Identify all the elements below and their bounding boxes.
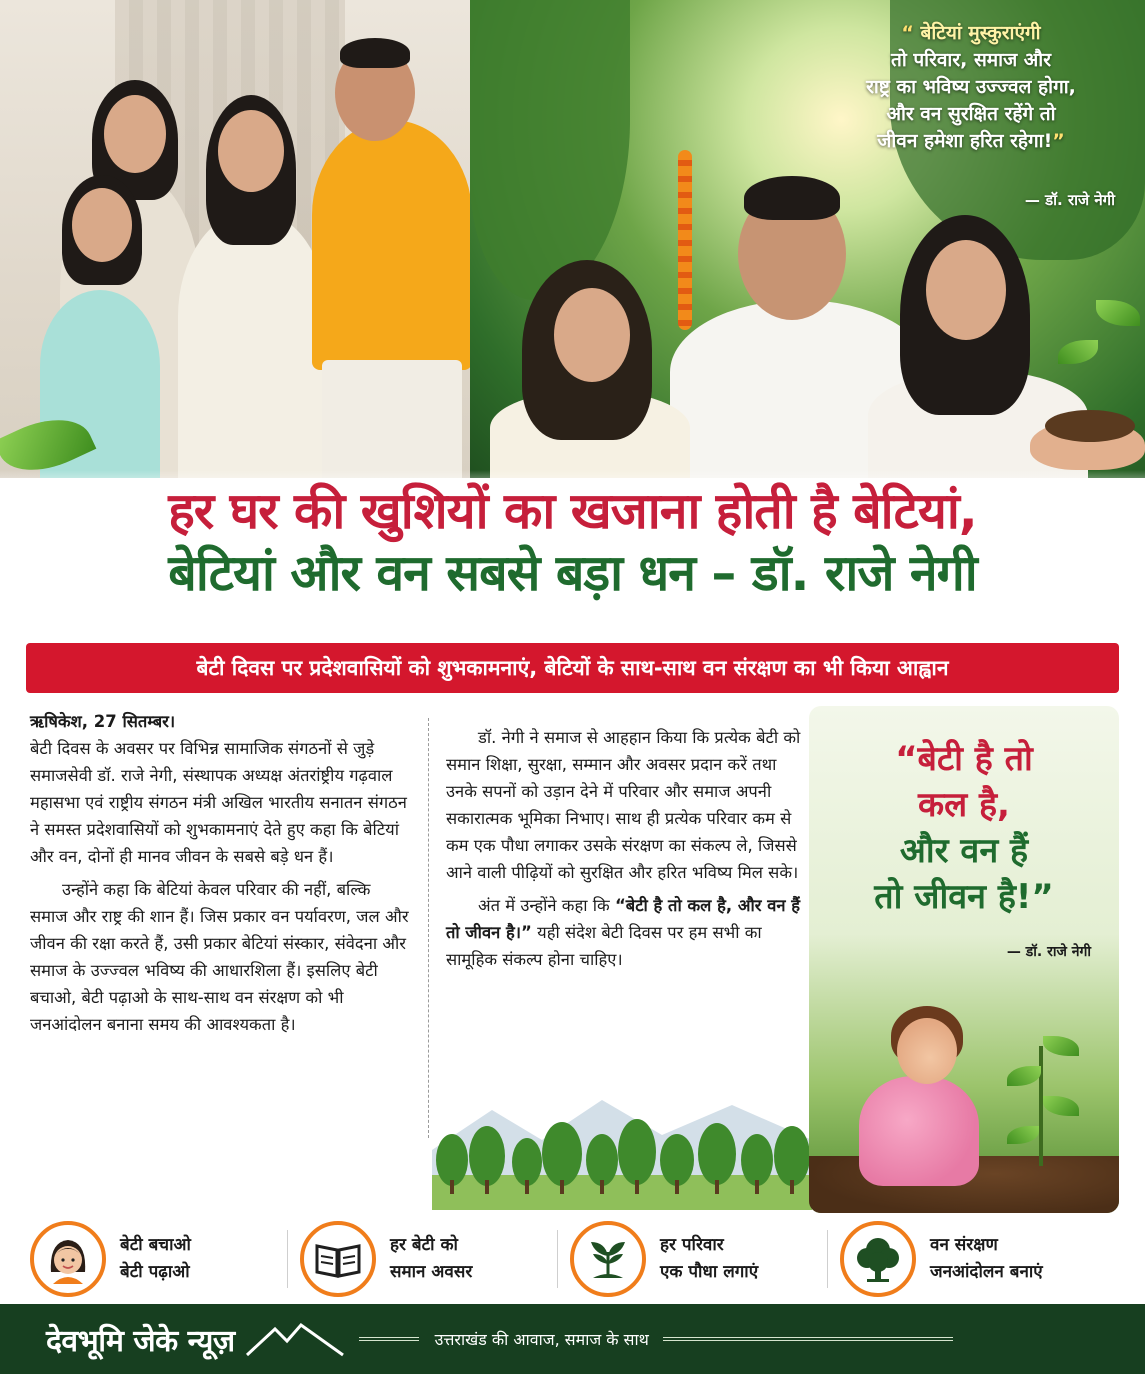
feature-divider: [557, 1230, 558, 1288]
article-paragraph-3: डॉ. नेगी ने समाज से आहहान किया कि प्रत्येक बेटी को समान शिक्षा, सुरक्षा, सम्मान और अवसर प्रदान करें तथा उनके सपनों को उड़ान देने में परिवार और समाज अपनी सकारात्मक भूमिका निभाए। साथ ही प्रत्येक परिवार कम से कम एक पौधा लगाकर उसके संरक्षण का संकल्प ले, जिससे आने वाली पीढ़ियों को सुरक्षित और हरित भविष्य मिल सके।: [446, 728, 801, 882]
card-quote-line3: और वन हैं: [899, 831, 1029, 871]
feature-line1: वन संरक्षण: [930, 1235, 998, 1255]
sapling-leaf: [1058, 340, 1098, 364]
feature-item: [570, 1216, 840, 1302]
marigold-garland: [678, 150, 692, 330]
hero-quote: “ बेटियां मुस्कुराएंगी तो परिवार, समाज और राष्ट्र का भविष्य उज्ज्वल होगा, और वन सुरक्षित रहेंगे तो जीवन हमेशा हरित रहेगा!”: [821, 20, 1121, 155]
article-column-1: [30, 708, 410, 1038]
sapling-leaf: [1007, 1126, 1039, 1144]
subheadline-banner: [26, 643, 1119, 693]
feature-line2: समान अवसर: [390, 1262, 473, 1282]
feature-divider: [287, 1230, 288, 1288]
headline: [0, 470, 1145, 604]
feature-item: [840, 1216, 1110, 1302]
article-column-2: [446, 718, 806, 973]
article-paragraph-2: उन्होंने कहा कि बेटियां केवल परिवार की नहीं, बल्कि समाज और राष्ट्र की शान हैं। जिस प्रकार वन पर्यावरण, जल और जीवन की रक्षा करते हैं, उसी प्रकार बेटियां संस्कार, संवेदना और समाज के उज्ज्वल भविष्य की आधारशिला हैं। इसलिए बेटी बचाओ, बेटी पढ़ाओ के साथ-साथ वन संरक्षण को भी जनआंदोलन बनाना समय की आवश्यकता है।: [30, 880, 409, 1034]
tree-icon: [840, 1221, 916, 1297]
para4-start: अंत में उन्होंने कहा कि: [478, 896, 615, 915]
headline-line1: हर घर की खुशियों का खजाना होती है बेटियां,: [168, 482, 977, 540]
girl-right-face: [926, 240, 1006, 340]
card-quote-line2: कल है,: [918, 785, 1010, 825]
card-quote-line4: तो जीवन है!”: [874, 877, 1054, 917]
footer-tagline: उत्तराखंड की आवाज, समाज के साथ: [434, 1330, 649, 1349]
hero-quote-author: — डॉ. राजे नेगी: [1024, 191, 1115, 209]
feature-line1: हर परिवार: [660, 1235, 724, 1255]
family-photo: [0, 0, 500, 478]
sapling-leaf: [1043, 1096, 1079, 1116]
feature-icon-row: [0, 1216, 1145, 1302]
article-paragraph-4: [446, 892, 806, 973]
dateline: ऋषिकेश, 27 सितम्बर।: [30, 712, 176, 731]
article-paragraph-1: बेटी दिवस के अवसर पर विभिन्न सामाजिक संगठनों से जुड़े समाजसेवी डॉ. राजे नेगी, संस्थापक अध्यक्ष अंतरांष्ट्रीय गढ़वाल महासभा एवं राष्ट्रीय संगठन मंत्री अखिल भारतीय सनातन संगठन ने समस्त प्रदेशवासियों को शुभकामनाएं देते हुए कहा कि बेटियां और वन, दोनों ही मानव जीवन के सबसे बड़े धन हैं।: [30, 739, 407, 866]
feature-line2: जनआंदोलन बनाएं: [930, 1262, 1043, 1282]
small-girl-face: [72, 188, 132, 262]
tree-canopy-left: [470, 0, 630, 300]
forest-landscape-illustration: [432, 1080, 812, 1210]
sapling-leaf: [1096, 300, 1140, 326]
card-quote: [809, 736, 1119, 920]
feature-divider: [827, 1230, 828, 1288]
man-trousers: [322, 360, 462, 478]
feature-line1: बेटी बचाओ: [120, 1235, 191, 1255]
footer-rule: [359, 1337, 419, 1341]
soil-mound: [1045, 410, 1135, 442]
man-yellow-shirt: [312, 120, 472, 370]
teen-girl-face: [218, 110, 284, 192]
subheadline-text: बेटी दिवस पर प्रदेशवासियों को शुभकामनाएं, बेटियों के साथ-साथ वन संरक्षण का भी किया आह्वान: [196, 656, 949, 680]
quote-card: [809, 706, 1119, 1213]
feature-item: [30, 1216, 300, 1302]
sapling-leaf: [1007, 1066, 1041, 1086]
teen-girl-figure: [178, 210, 328, 478]
hero-quote-line1: बेटियां मुस्कुराएंगी: [920, 22, 1041, 44]
feature-line2: एक पौधा लगाएं: [660, 1262, 759, 1282]
sapling-stem: [1039, 1046, 1043, 1166]
footer-bar: [0, 1304, 1145, 1374]
card-quote-line1: “बेटी है तो: [895, 739, 1033, 779]
footer-rule: [663, 1337, 953, 1341]
feature-item: [300, 1216, 570, 1302]
hero-photo-area: [0, 0, 1145, 478]
mountain-logo-icon: [245, 1321, 345, 1357]
hero-quote-line4: और वन सुरक्षित रहेंगे तो: [886, 103, 1056, 125]
headline-line2: बेटियां और वन सबसे बड़ा धन – डॉ. राजे नेगी: [168, 544, 977, 602]
feature-line2: बेटी पढ़ाओ: [120, 1262, 190, 1282]
sapling-leaf: [1043, 1036, 1079, 1056]
girl-face-icon: [30, 1221, 106, 1297]
card-quote-author: — डॉ. राजे नेगी: [1006, 944, 1091, 960]
man-hair: [340, 38, 410, 68]
column-divider: [428, 718, 429, 1138]
girl-left-face: [554, 288, 630, 382]
hero-quote-line2: तो परिवार, समाज और: [891, 49, 1051, 71]
man-hair-2: [744, 176, 840, 220]
hero-quote-line5: जीवन हमेशा हरित रहेगा!: [877, 130, 1053, 152]
girl-pink-dress: [859, 1076, 979, 1186]
woman-face: [104, 95, 166, 173]
brand-name: देवभूमि जेके न्यूज़: [46, 1323, 235, 1359]
hero-quote-line3: राष्ट्र का भविष्य उज्ज्वल होगा,: [866, 76, 1076, 98]
sapling-icon: [570, 1221, 646, 1297]
para4-quote: “बेटी है तो कल है, और वन हैं तो जीवन है।”: [446, 896, 801, 942]
para4-end: यही संदेश बेटी दिवस पर हम सभी का सामूहिक संकल्प होना चाहिए।: [446, 923, 762, 969]
girl-face: [897, 1018, 957, 1084]
open-book-icon: [300, 1221, 376, 1297]
feature-line1: हर बेटी को: [390, 1235, 458, 1255]
